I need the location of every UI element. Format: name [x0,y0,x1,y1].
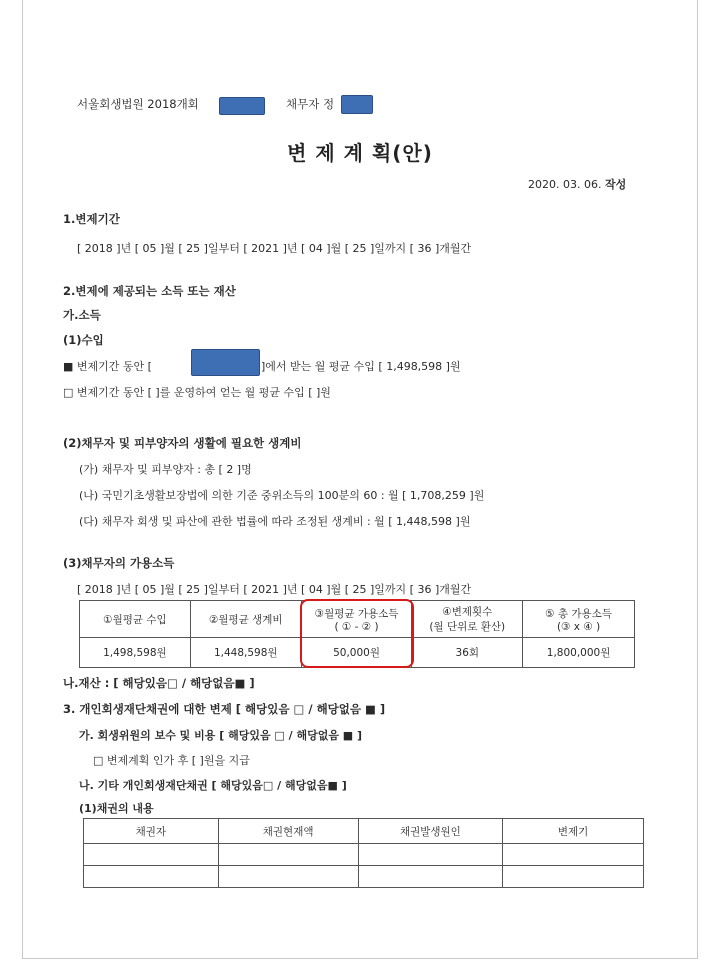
header-cell-monthly-income [80,601,191,638]
section1-heading: 1.변제기간 [63,212,120,226]
table-cell [503,866,644,888]
claims-header-row [84,819,644,844]
table-cell [218,866,358,888]
document-page [22,0,698,959]
header-line: ②월평균 생계비 [208,613,283,626]
document-date [528,176,626,192]
table-cell [84,866,219,888]
section1-period: [ 2018 ]년 [ 05 ]월 [ 25 ]일부터 [ 2021 ]년 [ 04 ]월 [ 25 ]일까지 [ 36 ]개월간 [77,242,472,255]
property-line: 나.재산 : [ 해당있음□ / 해당없음■ ] [63,676,255,690]
table-cell [358,844,503,866]
section2-heading: 2.변제에 제공되는 소득 또는 재산 [63,284,236,298]
table-cell [358,866,503,888]
table-row [84,866,644,888]
header-subline: ( ① - ② ) [334,620,379,633]
living-cost-heading: (2)채무자 및 피부양자의 생활에 필요한 생계비 [63,436,302,450]
value-disposable: 50,000원 [301,638,412,668]
income-line-2: □ 변제기간 동안 [ ]를 운영하여 얻는 월 평균 수입 [ ]원 [63,386,331,399]
section3-sub-ga: 가. 회생위원의 보수 및 비용 [ 해당있음 □ / 해당없음 ■ ] [79,729,363,742]
income-heading: (1)수입 [63,333,104,347]
disposable-income-heading: (3)채무자의 가용소득 [63,556,175,570]
header-line: ④변제횟수 [442,606,493,618]
value-monthly-income: 1,498,598원 [80,638,191,668]
value-payment-count: 36회 [412,638,523,668]
debtor-label: 채무자 정 [286,97,335,111]
value-total-disposable: 1,800,000원 [523,638,635,668]
claims-header-amount: 채권현재액 [218,819,358,844]
living-cost-na: (나) 국민기초생활보장법에 의한 기준 중위소득의 100분의 60 : 월 [ 1,708,259 ]원 [79,489,485,502]
income-line-1-prefix: ■ 변제기간 동안 [ [63,360,152,373]
header-subline: (월 단위로 환산) [429,621,506,633]
section3-sub-ga-item: □ 변제계획 인가 후 [ ]원을 지급 [93,754,250,767]
table-cell [218,844,358,866]
living-cost-da: (다) 채무자 회생 및 파산에 관한 법률에 따라 조정된 생계비 : 월 [ 1,448,598 ]원 [79,515,471,528]
header-subline: (③ x ④ ) [556,620,601,633]
highlight-box [300,599,414,668]
redacted-case-number [219,97,265,115]
document-title: 변 제 계 획(안) [287,141,433,165]
value-living-cost: 1,448,598원 [190,638,301,668]
redacted-employer-name [191,349,260,376]
living-cost-ga: (가) 채무자 및 피부양자 : 총 [ 2 ]명 [79,463,252,476]
disposable-period: [ 2018 ]년 [ 05 ]월 [ 25 ]일부터 [ 2021 ]년 [ 04 ]월 [ 25 ]일까지 [ 36 ]개월간 [77,583,472,596]
table-cell [503,844,644,866]
redacted-debtor-name [341,95,373,114]
claims-table [83,818,644,888]
income-line-1-suffix: ]에서 받는 월 평균 수입 [ 1,498,598 ]원 [261,360,461,373]
claims-heading: (1)채권의 내용 [79,802,154,815]
table-row [84,844,644,866]
table-cell [84,844,219,866]
header-line: ①월평균 수입 [103,613,167,626]
claims-header-cause: 채권발생원인 [358,819,503,844]
section2-sub-ga: 가.소득 [63,308,101,322]
date-value: 2020. 03. 06. [528,178,602,191]
header-line: ③월평균 가용소득 [314,607,399,620]
section3-sub-na: 나. 기타 개인회생재단채권 [ 해당있음□ / 해당없음■ ] [79,779,347,792]
header-line: ⑤ 총 가용소득 [545,607,612,620]
header-cell-living-cost [190,601,301,638]
claims-header-due: 변제기 [503,819,644,844]
header-cell-total-disposable [523,601,635,638]
court-round-text: 서울회생법원 2018개회 [77,97,199,111]
claims-header-creditor: 채권자 [84,819,219,844]
date-suffix: 작성 [604,178,627,191]
section3-heading: 3. 개인회생재단채권에 대한 변제 [ 해당있음 □ / 해당없음 ■ ] [63,702,386,716]
header-cell-payment-count [412,601,523,638]
